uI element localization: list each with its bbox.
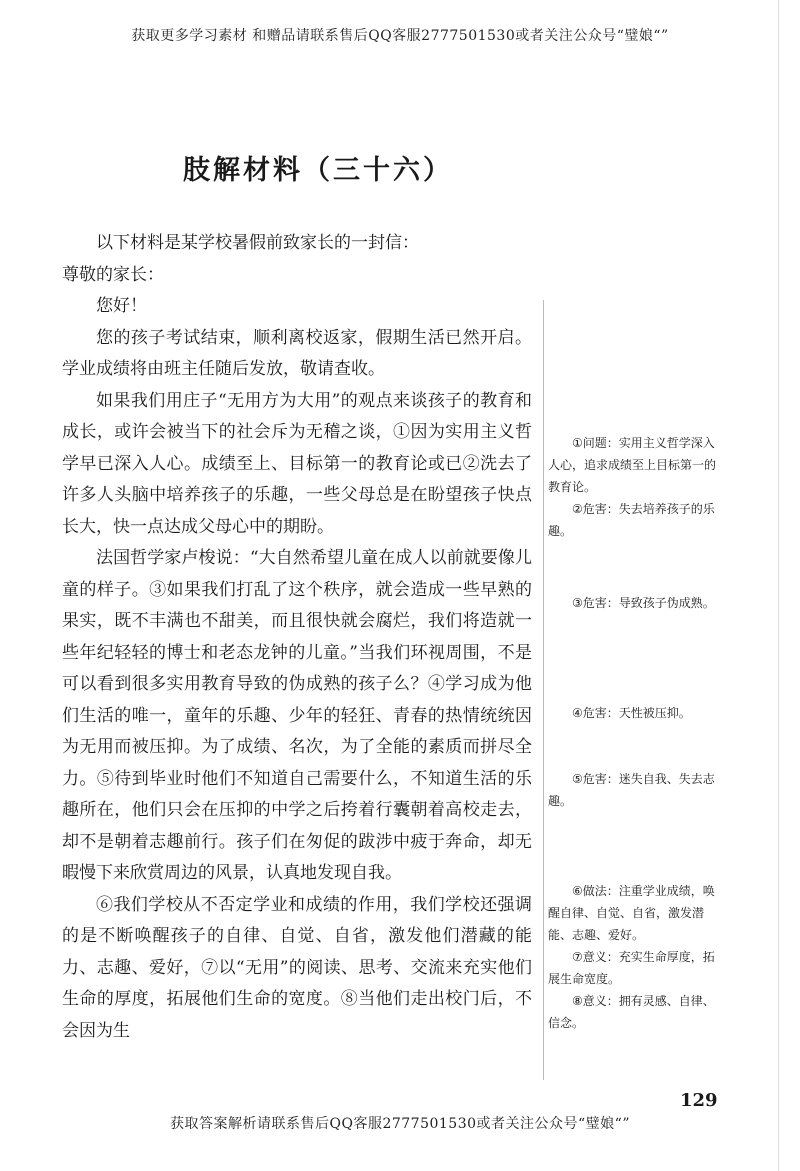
- margin-note-8: ⑧意义：拥有灵感、自律、信念。: [548, 994, 715, 1030]
- footer-promo-note: 获取答案解析请联系售后QQ客服2777501530或者关注公众号“璧娘“”: [170, 1116, 630, 1132]
- paragraph-3: 法国哲学家卢梭说：“大自然希望儿童在成人以前就要像儿童的样子。③如果我们打乱了这个秩序，就会造成一些早熟的果实，既不丰满也不甜美，而且很快就会腐烂，我们将造就一些年纪轻轻的博士和老态龙钟的儿童。”当我们环视周围，不是可以看到很多实用教育导致的伪成熟的孩子么？④学习成为他们生活的唯一，童年的乐趣、少年的轻狂、青春的热情统统因为无用而被压抑。为了成绩、名次，为了全能的素质而拼尽全力。⑤待到毕业时他们不知道自己需要什么，不知道生活的乐趣所在，他们只会在压抑的中学之后挎着行囊朝着高校走去，却不是朝着志趣前行。孩子们在匆促的跋涉中疲于奔命，却无暇慢下来欣赏周边的风景，认真地发现自我。: [62, 548, 532, 883]
- margin-note-4: ④危害：天性被压抑。: [572, 706, 691, 720]
- letter-body: [62, 228, 532, 1047]
- margin-note-group-2: [548, 592, 716, 614]
- salutation: 尊敬的家长：: [62, 264, 164, 285]
- intro-line: 以下材料是某学校暑假前致家长的一封信：: [96, 233, 419, 253]
- margin-note-group-1: [548, 432, 716, 542]
- paragraph-4: ⑥我们学校从不否定学业和成绩的作用，我们学校还强调的是不断唤醒孩子的自律、自觉、自省，激发他们潜藏的能力、志趣、爱好，⑦以“无用”的阅读、思考、交流来充实他们生命的厚度，拓展他们生命的宽度。⑧当他们走出校门后，不会因为生: [62, 894, 532, 1041]
- margin-note-3: ③危害：导致孩子伪成熟。: [572, 596, 715, 610]
- page-number: 129: [680, 1090, 718, 1111]
- greeting: 您好！: [96, 296, 147, 316]
- margin-divider: [543, 300, 544, 1080]
- margin-note-7: ⑦意义：充实生命厚度，拓展生命宽度。: [548, 950, 715, 986]
- margin-note-1: ①问题：实用主义哲学深入人心，追求成绩至上目标第一的教育论。: [548, 436, 717, 494]
- page-title: 肢解材料（三十六）: [183, 155, 453, 186]
- header-promo-note: 获取更多学习素材 和赠品请联系售后QQ客服2777501530或者关注公众号“璧娘“”: [131, 28, 669, 44]
- margin-note-group-4: [548, 768, 716, 812]
- margin-note-group-3: [548, 702, 716, 724]
- scan-edge-line: [778, 0, 779, 1171]
- margin-note-2: ②危害：失去培养孩子的乐趣。: [548, 502, 715, 538]
- margin-note-6: ⑥做法：注重学业成绩，唤醒自律、自觉、自省，激发潜能、志趣、爱好。: [548, 884, 715, 942]
- margin-note-group-5: [548, 880, 716, 1034]
- paragraph-2: 如果我们用庄子“无用方为大用”的观点来谈孩子的教育和成长，或许会被当下的社会斥为无稽之谈，①因为实用主义哲学早已深入人心。成绩至上、目标第一的教育论或已②洗去了许多人头脑中培养孩子的乐趣，一些父母总是在盼望孩子快点长大，快一点达成父母心中的期盼。: [62, 390, 532, 537]
- paragraph-1: 您的孩子考试结束，顺利离校返家，假期生活已然开启。学业成绩将由班主任随后发放，敬请查收。: [62, 327, 532, 379]
- margin-note-5: ⑤危害：迷失自我、失去志趣。: [548, 772, 715, 808]
